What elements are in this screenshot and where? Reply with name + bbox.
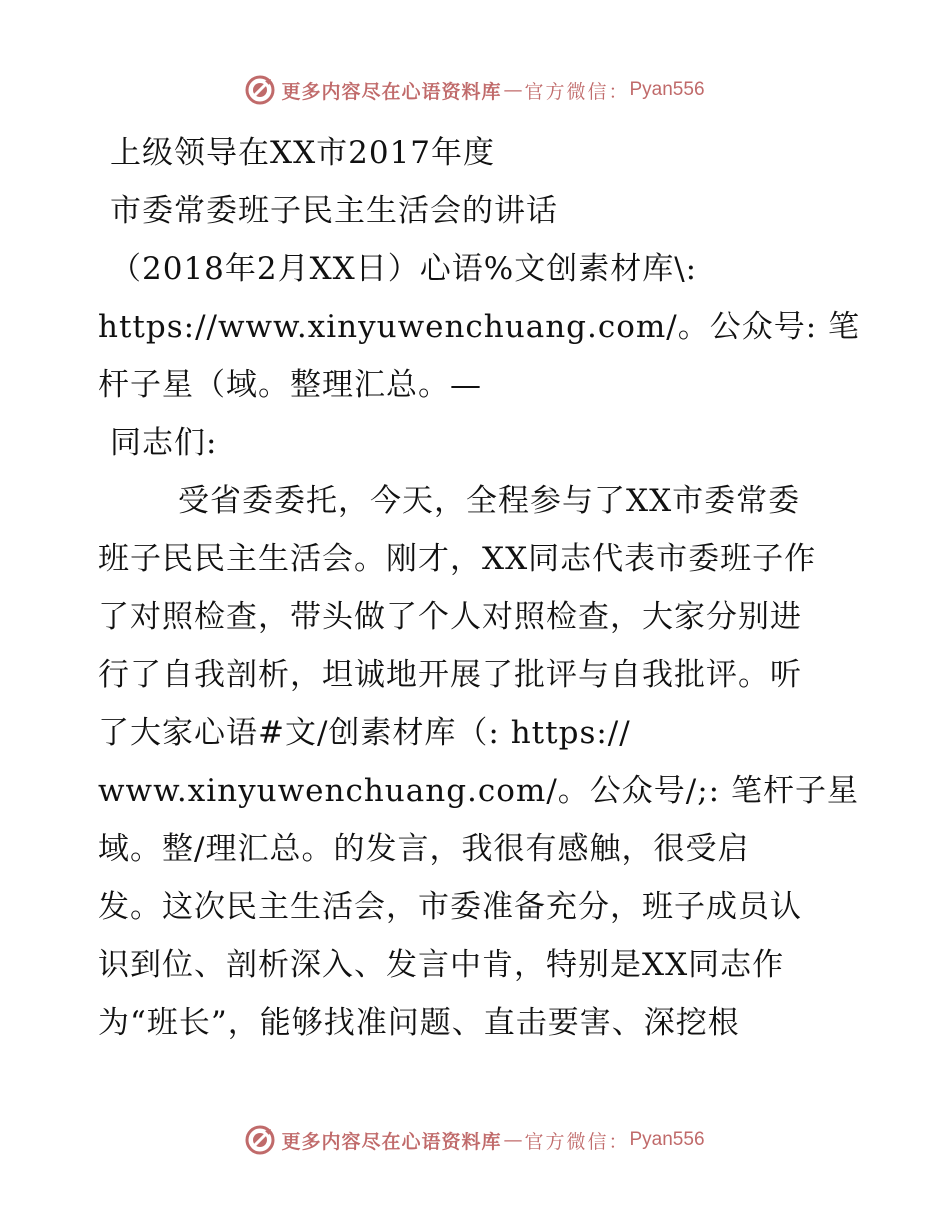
banner-brand-text: 更多内容尽在心语资料库 bbox=[281, 1130, 502, 1153]
banner-brand-text: 更多内容尽在心语资料库 bbox=[281, 80, 502, 103]
document-title-line-2: 市委常委班子民主生活会的讲话 bbox=[110, 193, 558, 229]
document-meta-line-2: https://www.xinyuwenchuang.com/。公众号: 笔 bbox=[98, 309, 861, 345]
document-salutation: 同志们: bbox=[110, 425, 218, 461]
document-body bbox=[98, 124, 861, 1052]
document-title-line-1: 上级领导在XX市2017年度 bbox=[110, 135, 496, 171]
paragraph-line: www.xinyuwenchuang.com/。公众号/;: 笔杆子星 bbox=[98, 773, 859, 809]
banner-dash: — bbox=[503, 1129, 523, 1151]
footer-watermark-banner bbox=[0, 1120, 950, 1160]
paragraph-line: 行了自我剖析，坦诚地开展了批评与自我批评。听 bbox=[98, 657, 802, 693]
brand-logo-icon bbox=[245, 1125, 275, 1155]
document-date-line: （2018年2月XX日）心语%文创素材库\: bbox=[110, 251, 698, 287]
paragraph-line: 为“班长”，能够找准问题、直击要害、深挖根 bbox=[98, 1005, 740, 1041]
banner-wechat-label: 官方微信： bbox=[524, 80, 630, 103]
paragraph-line: 发。这次民主生活会，市委准备充分，班子成员认 bbox=[98, 889, 802, 925]
paragraph-line: 识到位、剖析深入、发言中肯，特别是XX同志作 bbox=[98, 947, 785, 983]
paragraph-line: 域。整/理汇总。的发言，我很有感触，很受启 bbox=[98, 831, 750, 867]
paragraph-line: 了大家心语#文/创素材库（: https:// bbox=[98, 715, 631, 751]
banner-wechat-id: Pyan556 bbox=[629, 79, 705, 100]
paragraph-line: 了对照检查，带头做了个人对照检查，大家分别进 bbox=[98, 599, 802, 635]
banner-dash: — bbox=[503, 79, 523, 101]
document-meta-line-3: 杆子星（域。整理汇总。— bbox=[98, 367, 482, 403]
header-watermark-banner bbox=[0, 70, 950, 110]
paragraph-line: 受省委委托，今天，全程参与了XX市委常委 bbox=[178, 483, 801, 519]
banner-wechat-id: Pyan556 bbox=[629, 1129, 705, 1150]
paragraph-line: 班子民民主生活会。刚才，XX同志代表市委班子作 bbox=[98, 541, 817, 577]
banner-wechat-label: 官方微信： bbox=[524, 1130, 630, 1153]
brand-logo-icon bbox=[245, 75, 275, 105]
